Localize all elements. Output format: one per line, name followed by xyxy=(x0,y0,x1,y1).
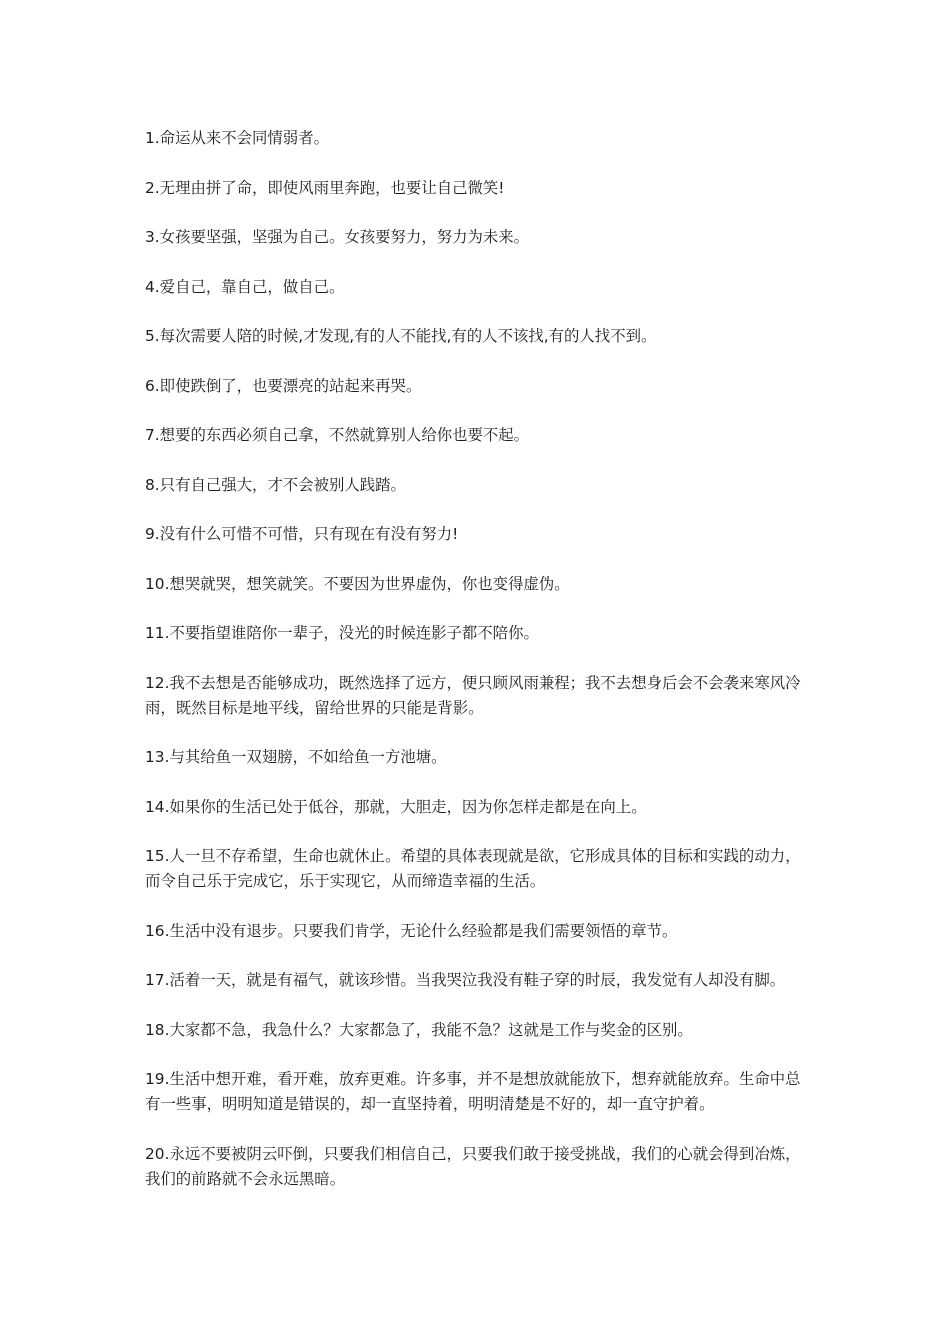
document-body xyxy=(145,126,810,1216)
paragraph-7: 7.想要的东西必须自己拿，不然就算别人给你也要不起。 xyxy=(145,426,530,444)
paragraph-5: 5.每次需要人陪的时候,才发现,有的人不能找,有的人不该找,有的人找不到。 xyxy=(145,327,657,345)
paragraph-10: 10.想哭就哭，想笑就笑。不要因为世界虚伪，你也变得虚伪。 xyxy=(145,574,570,593)
paragraph-4: 4.爱自己，靠自己，做自己。 xyxy=(145,277,345,296)
paragraph-12: 12.我不去想是否能够成功，既然选择了远方，便只顾风雨兼程；我不去想身后会不会袭来寒风冷雨，既然目标是地平线，留给世界的只能是背影。 xyxy=(145,673,801,717)
paragraph-6: 6.即使跌倒了，也要漂亮的站起来再哭。 xyxy=(145,376,422,395)
paragraph-20: 20.永远不要被阴云吓倒，只要我们相信自己，只要我们敢于接受挑战，我们的心就会得到冶炼，我们的前路就不会永远黑暗。 xyxy=(145,1144,801,1188)
paragraph-8: 8.只有自己强大，才不会被别人践踏。 xyxy=(145,475,406,494)
paragraph-18: 18.大家都不急，我急什么？大家都急了，我能不急？这就是工作与奖金的区别。 xyxy=(145,1020,693,1039)
paragraph-1: 1.命运从来不会同情弱者。 xyxy=(145,129,329,147)
paragraph-11: 11.不要指望谁陪你一辈子，没光的时候连影子都不陪你。 xyxy=(145,624,539,642)
paragraph-3: 3.女孩要坚强，坚强为自己。女孩要努力，努力为未来。 xyxy=(145,228,530,246)
paragraph-19: 19.生活中想开难，看开难，放弃更难。许多事，并不是想放就能放下，想弃就能放弃。生命中总有一些事，明明知道是错误的，却一直坚持着，明明清楚是不好的，却一直守护着。 xyxy=(145,1070,801,1113)
paragraph-17: 17.活着一天，就是有福气，就该珍惜。当我哭泣我没有鞋子穿的时辰，我发觉有人却没有脚。 xyxy=(145,971,786,989)
paragraph-13: 13.与其给鱼一双翅膀，不如给鱼一方池塘。 xyxy=(145,748,447,766)
paragraph-2: 2.无理由拼了命，即使风雨里奔跑，也要让自己微笑! xyxy=(145,178,505,197)
paragraph-16: 16.生活中没有退步。只要我们肯学，无论什么经验都是我们需要领悟的章节。 xyxy=(145,921,678,940)
paragraph-15: 15.人一旦不存希望，生命也就休止。希望的具体表现就是欲，它形成具体的目标和实践的动力，而令自己乐于完成它，乐于实现它，从而缔造幸福的生活。 xyxy=(145,847,801,890)
paragraph-14: 14.如果你的生活已处于低谷，那就，大胆走，因为你怎样走都是在向上。 xyxy=(145,797,647,816)
paragraph-9: 9.没有什么可惜不可惜，只有现在有没有努力! xyxy=(145,525,459,543)
